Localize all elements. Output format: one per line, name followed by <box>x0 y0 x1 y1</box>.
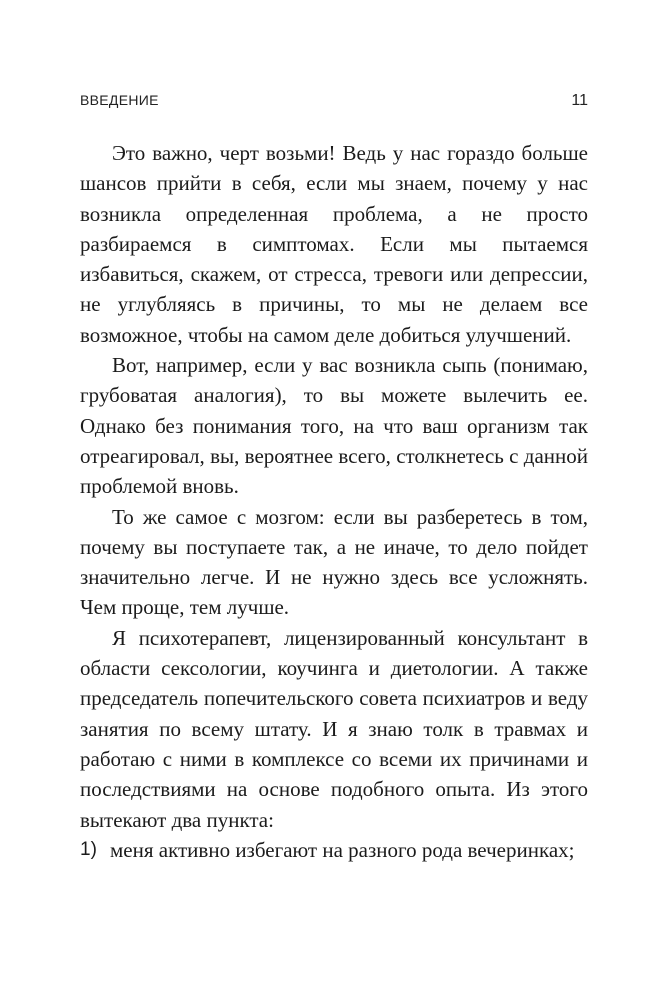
running-head-section-title: ВВЕДЕНИЕ <box>80 92 159 108</box>
paragraph: Вот, например, если у вас возникла сыпь (понимаю, грубоватая аналогия), то вы можете вылечить ее. Однако без понимания того, на что ваш организм так отреагировал, вы, вероятнее всего, столкнетесь с данной проблемой вновь. <box>80 353 588 499</box>
list-item <box>80 835 588 865</box>
paragraph: Я психотерапевт, лицензированный консультант в области сексологии, коучинга и диетологии. А также председатель попечительского совета психиатров и веду занятия по всему штату. И я знаю толк в травмах и работаю с ними в комплексе со всеми их причинами и последствиями на основе подобного опыта. Из этого вытекают два пункта: <box>80 625 588 832</box>
list-marker: 1) <box>80 838 97 860</box>
paragraph: То же самое с мозгом: если вы разберетесь в том, почему вы поступаете так, а не иначе, то дело пойдет значительно легче. И не нужно здесь все усложнять. Чем проще, тем лучше. <box>80 504 588 620</box>
page-number: 11 <box>571 92 588 109</box>
paragraph: Это важно, черт возьми! Ведь у нас гораздо больше шансов прийти в себя, если мы знаем, почему у нас возникла определенная проблема, а не просто разбираемся в симптомах. Если мы пытаемся избавиться, скажем, от стресса, тревоги или депрессии, не углубляясь в причины, то мы не делаем все возможное, чтобы на самом деле добиться улучшений. <box>80 141 588 347</box>
body-text <box>80 138 588 865</box>
list-item-text: меня активно избегают на разного рода вечеринках; <box>110 837 575 862</box>
